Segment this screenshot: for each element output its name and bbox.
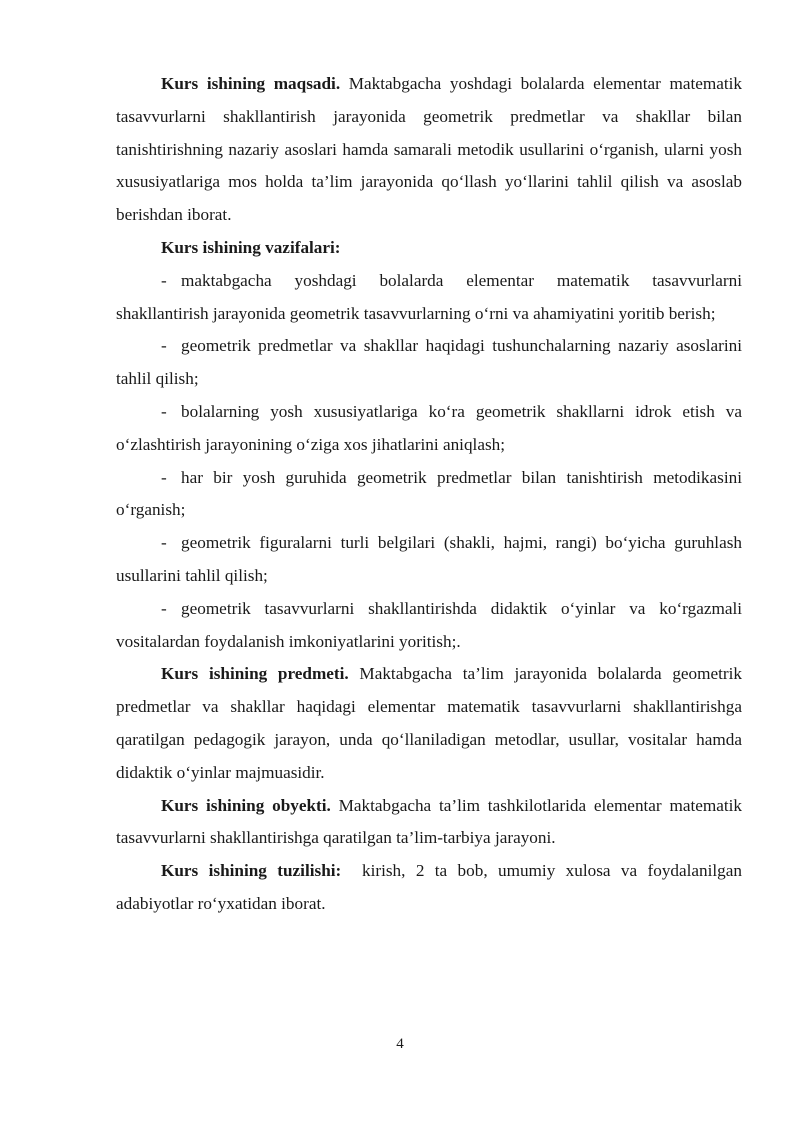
list-dash: - xyxy=(161,336,167,356)
goal-paragraph xyxy=(116,68,742,232)
task-item-text: geometrik tasavvurlarni shakllantirishda didaktik o‘yinlar va ko‘rgazmali vositalardan foydalanish imkoniyatlarini yoritish;. xyxy=(116,598,742,651)
tasks-heading: Kurs ishining vazifalari: xyxy=(161,237,341,257)
subject-heading: Kurs ishining predmeti. xyxy=(161,664,349,684)
task-item-text: bolalarning yosh xususiyatlariga ko‘ra geometrik shakllarni idrok etish va o‘zlashtirish jarayonining o‘ziga xos jihatlarini aniqlash; xyxy=(116,401,742,454)
task-item-text: har bir yosh guruhida geometrik predmetlar bilan tanishtirish metodikasini o‘rganish; xyxy=(116,467,742,520)
task-item xyxy=(116,462,742,528)
goal-heading: Kurs ishining maqsadi. xyxy=(161,74,341,93)
tasks-heading-paragraph xyxy=(116,232,742,265)
task-item xyxy=(116,593,742,659)
list-dash: - xyxy=(161,270,167,290)
structure-paragraph xyxy=(116,855,747,921)
structure-text: kirish, 2 ta bob, umumiy xulosa va foydalanilgan adabiyotlar ro‘yxatidan iborat. xyxy=(116,861,747,913)
subject-paragraph xyxy=(116,658,742,789)
object-text: Maktabgacha ta’lim tashkilotlarida elementar matematik tasavvurlarni shakllantirishga qaratilgan ta’lim-tarbiya jarayoni. xyxy=(116,795,742,848)
task-item-text: geometrik figuralarni turli belgilari (shakli, hajmi, rangi) bo‘yicha guruhlash usullarini tahlil qilish; xyxy=(116,533,742,585)
object-paragraph xyxy=(116,790,742,856)
subject-text: Maktabgacha ta’lim jarayonida bolalarda geometrik predmetlar va shakllar haqidagi elementar matematik tasavvurlarni shakllantirishga qaratilgan pedagogik jarayon, unda qo‘llaniladigan metodlar, usullar, vositalar hamda didaktik o‘yinlar majmuasidir. xyxy=(116,664,742,782)
task-item xyxy=(116,330,742,396)
structure-heading: Kurs ishining tuzilishi: xyxy=(161,861,342,881)
task-item-text: maktabgacha yoshdagi bolalarda elementar matematik tasavvurlarni shakllantirish jarayonida geometrik tasavvurlarning o‘rni va ahamiyatini yoritib berish; xyxy=(116,270,742,323)
document-body xyxy=(116,68,747,921)
list-dash: - xyxy=(161,533,167,553)
object-heading: Kurs ishining obyekti. xyxy=(161,795,331,815)
list-dash: - xyxy=(161,467,167,487)
list-dash: - xyxy=(161,401,167,421)
task-item-text: geometrik predmetlar va shakllar haqidagi tushunchalarning nazariy asoslarini tahlil qilish; xyxy=(116,336,742,389)
task-item xyxy=(116,265,742,331)
task-item xyxy=(116,527,742,593)
page-number: 4 xyxy=(396,1036,404,1052)
list-dash: - xyxy=(161,598,167,618)
task-item xyxy=(116,396,742,462)
goal-text: Maktabgacha yoshdagi bolalarda elementar matematik tasavvurlarni shakllantirish jarayonida geometrik predmetlar va shakllar bilan tanishtirishning nazariy asoslari hamda samarali metodik usullarini o‘rganish, ularni yosh xususiyatlariga mos holda ta’lim jarayonida qo‘llash yo‘llarini tahlil qilish va asoslab berishdan iborat. xyxy=(116,74,743,225)
